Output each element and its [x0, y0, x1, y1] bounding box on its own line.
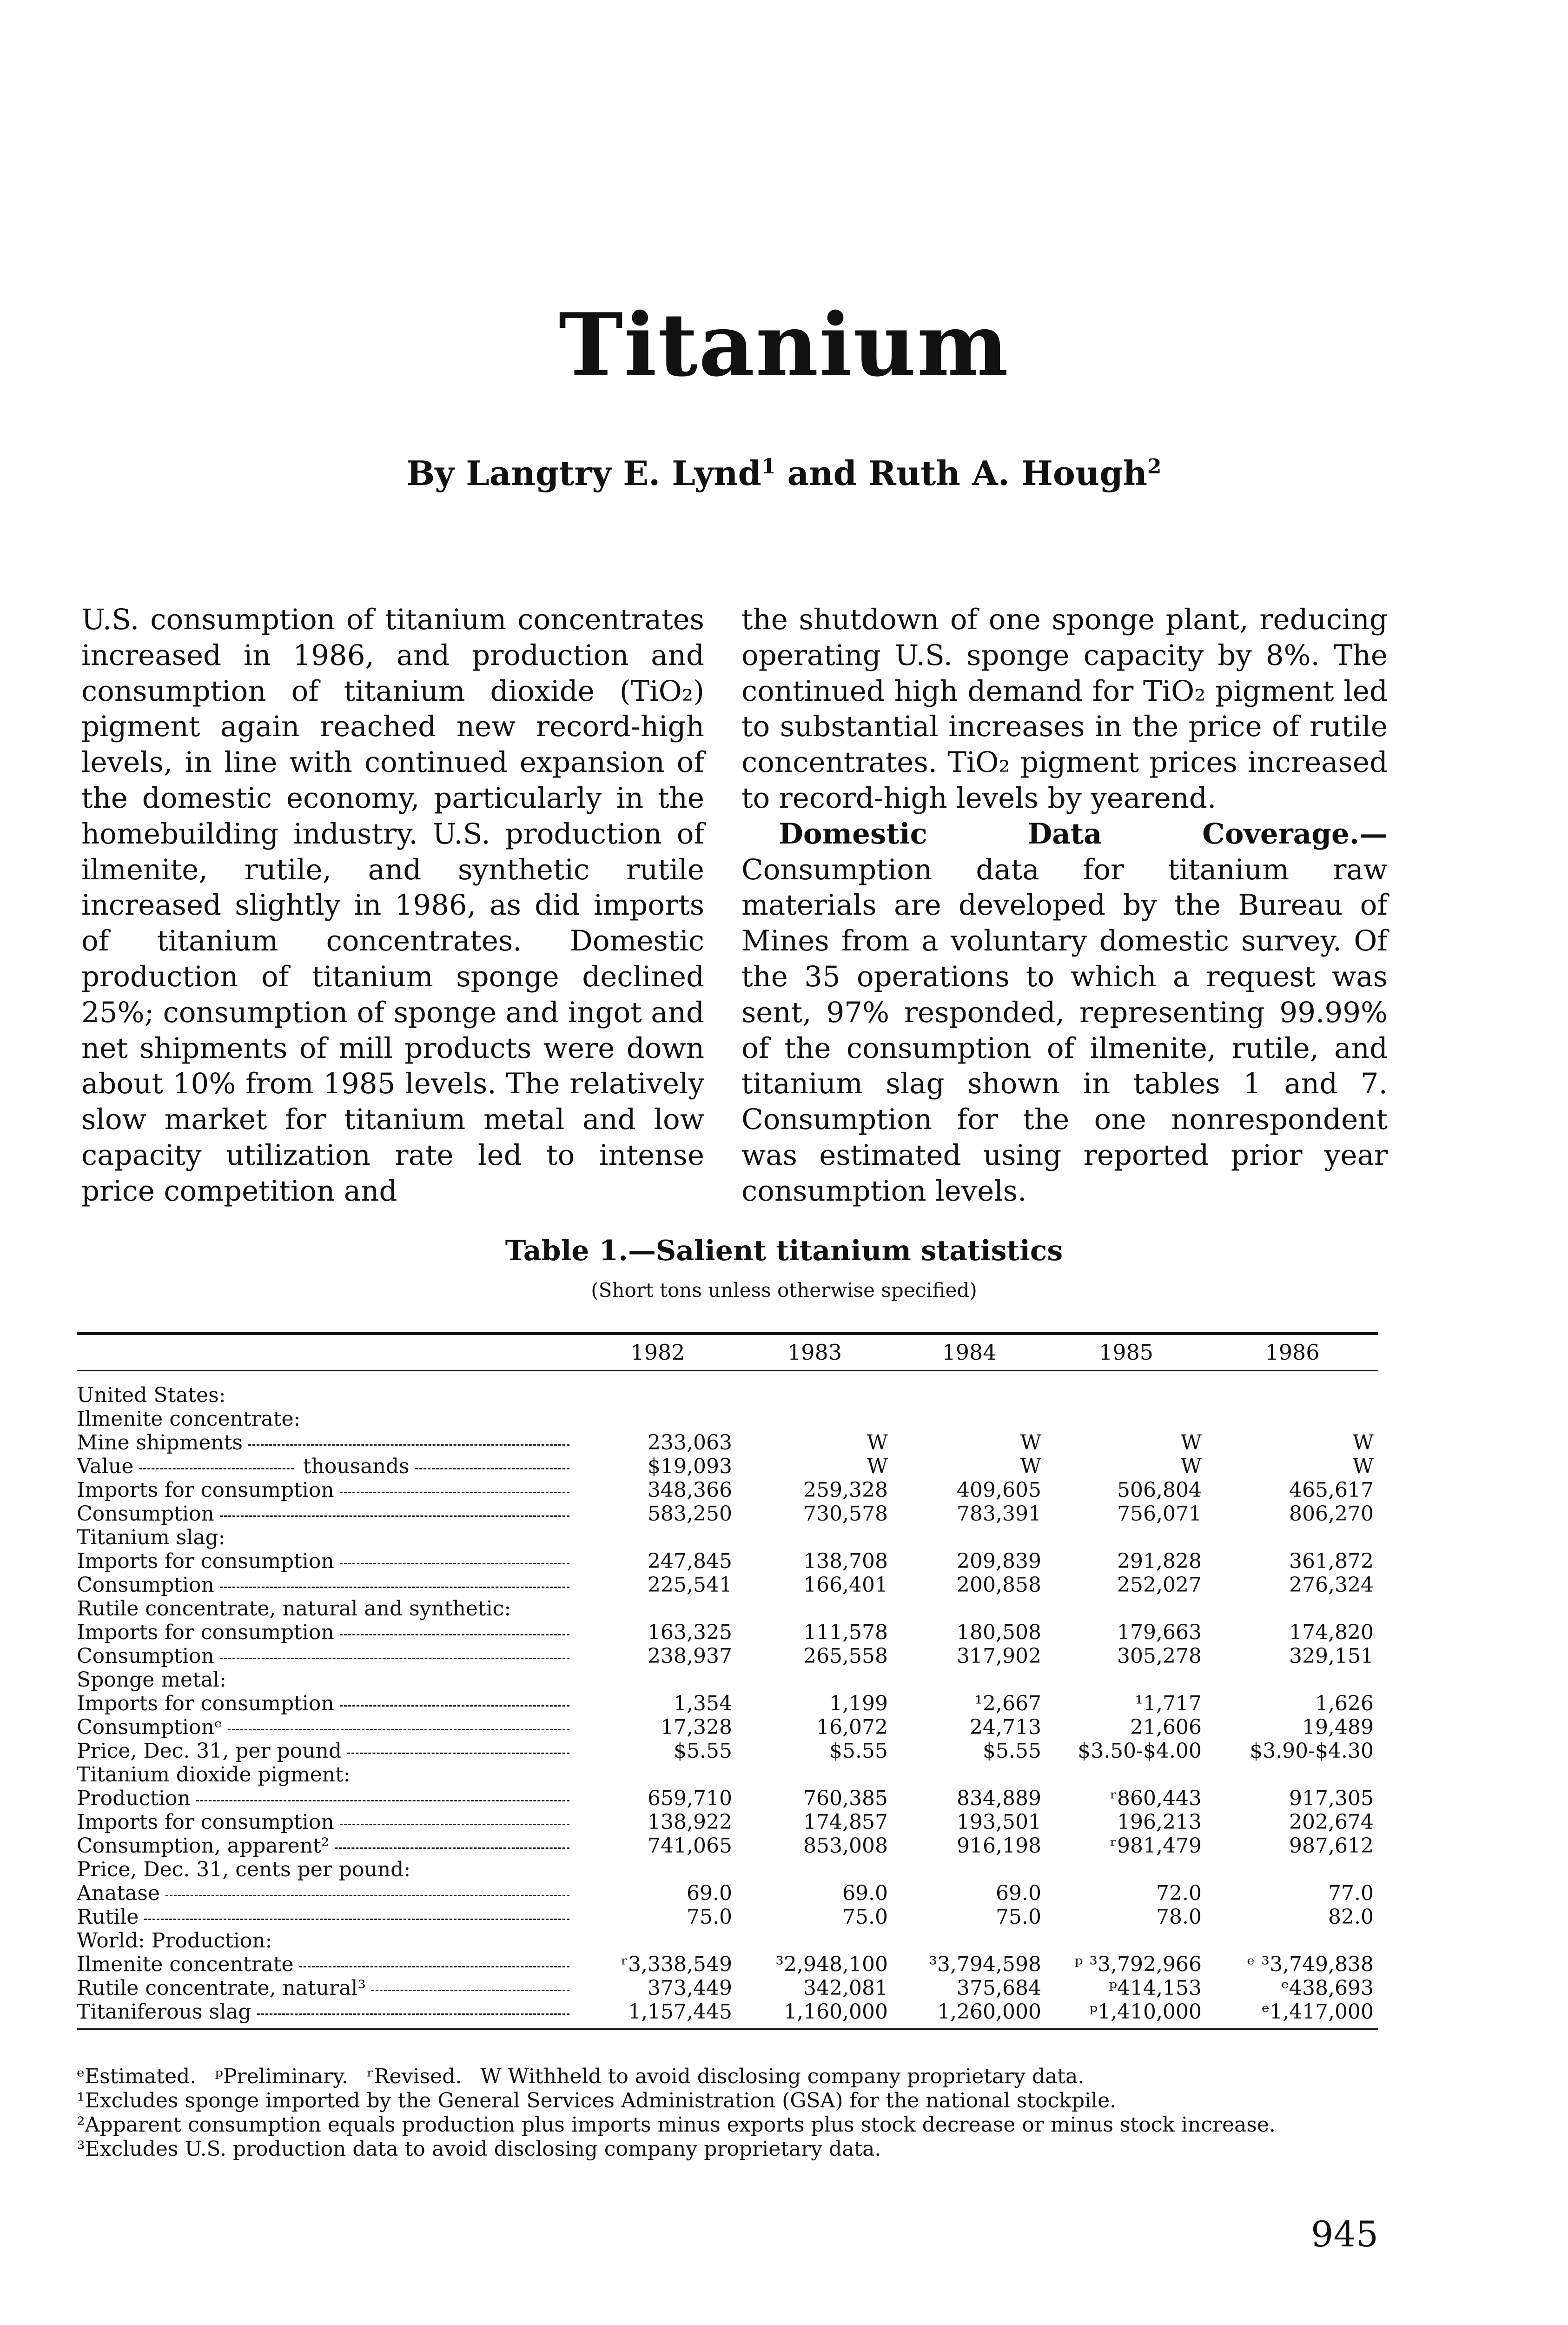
- table-cell: 82.0: [1328, 1905, 1374, 1929]
- table-row: [77, 1715, 1378, 1739]
- table-row: [77, 1526, 1378, 1549]
- row-label: [77, 1739, 579, 1763]
- table-cell: 348,366: [648, 1478, 732, 1502]
- table-row: [77, 1787, 1378, 1810]
- row-label: [77, 1502, 579, 1526]
- row-label: [77, 1692, 579, 1715]
- leader-dots: [220, 1658, 569, 1659]
- table-cell: 506,804: [1117, 1478, 1202, 1502]
- leader-dots: [248, 1444, 569, 1446]
- table-cell: 806,270: [1289, 1502, 1374, 1526]
- table-cell: [579, 1858, 737, 1881]
- table-cell: ³2,948,100: [775, 1953, 888, 1976]
- leader-dots: [340, 1634, 569, 1635]
- table-cell: 1,260,000: [893, 2000, 1046, 2029]
- row-label: [77, 1953, 579, 1976]
- table-cell: $5.55: [674, 1739, 732, 1763]
- table-cell: 166,401: [803, 1573, 888, 1597]
- row-label-text: Imports for consumption: [77, 1810, 334, 1834]
- table-cell: [1046, 1763, 1206, 1787]
- table-cell: ¹1,717: [1135, 1692, 1202, 1715]
- salient-statistics-table: [77, 1332, 1378, 2030]
- table-cell: [893, 1858, 1046, 1881]
- table-cell: [1206, 1371, 1378, 1408]
- table-row: [77, 1597, 1378, 1621]
- table-cell: [893, 1407, 1046, 1431]
- table-cell: ʳ860,443: [1110, 1787, 1202, 1810]
- table-cell: ᵉ ³3,749,838: [1247, 1953, 1374, 1976]
- table-cell: [893, 1929, 1046, 1953]
- table-cell: [893, 1763, 1046, 1787]
- footnote-mark-2: 2: [1147, 455, 1162, 478]
- table-cell: 247,845: [648, 1549, 732, 1573]
- row-label: World: Production:: [77, 1929, 272, 1953]
- footnote-3: ³Excludes U.S. production data to avoid disclosing company proprietary data.: [77, 2137, 881, 2161]
- table-cell: [1046, 1858, 1206, 1881]
- table-body: [77, 1371, 1378, 2030]
- table-cell: [893, 1668, 1046, 1692]
- table-cell: W: [867, 1455, 888, 1478]
- table-cell: [893, 1526, 1046, 1549]
- table-cell: [1206, 1407, 1378, 1431]
- header-year: 1986: [1206, 1334, 1378, 1371]
- table-cell: 1,199: [829, 1692, 888, 1715]
- table-cell: [737, 1407, 893, 1431]
- row-label: [77, 1905, 579, 1929]
- table-row: [77, 1929, 1378, 1953]
- table-row: [77, 1858, 1378, 1881]
- table-cell: 305,278: [1117, 1644, 1202, 1668]
- leader-dots: [299, 1966, 570, 1967]
- row-label-text: Value: [77, 1455, 134, 1478]
- table-cell: 72.0: [1156, 1881, 1202, 1905]
- row-label-text: Titaniferous slag: [77, 2000, 251, 2024]
- table-row: [77, 1431, 1378, 1455]
- row-label-text: Imports for consumption: [77, 1478, 334, 1502]
- table-cell: 238,937: [648, 1644, 732, 1668]
- row-label: [77, 1834, 579, 1858]
- byline-author-2: and Ruth A. Hough: [775, 453, 1147, 493]
- intro-paragraph-continued: the shutdown of one sponge plant, reducing operating U.S. sponge capacity by 8%. The continued high demand for TiO₂ pigment led to substantial increases in the price of rutile concentrates. TiO₂ pigment prices increased to record-high levels by yearend.: [741, 603, 1388, 815]
- table-row: [77, 1953, 1378, 1976]
- table-cell: [1206, 1597, 1378, 1621]
- data-coverage-heading: Domestic Data Coverage.—: [779, 817, 1388, 850]
- table-cell: 342,081: [803, 1976, 888, 2000]
- table-cell: 77.0: [1328, 1881, 1374, 1905]
- row-label-text: Imports for consumption: [77, 1549, 334, 1573]
- table-cell: [1206, 1858, 1378, 1881]
- row-label: [77, 2000, 579, 2029]
- table-row: [77, 1573, 1378, 1597]
- table-cell: ¹2,667: [974, 1692, 1041, 1715]
- table-cell: 276,324: [1289, 1573, 1374, 1597]
- table-cell: ³3,794,598: [929, 1953, 1041, 1976]
- table-row: [77, 1478, 1378, 1502]
- header-year: 1982: [579, 1334, 737, 1371]
- table-cell: 317,902: [957, 1644, 1041, 1668]
- row-label-text: Ilmenite concentrate: [77, 1953, 294, 1976]
- table-cell: 1,157,445: [579, 2000, 737, 2029]
- leader-dots: [415, 1468, 569, 1469]
- table-cell: [737, 1668, 893, 1692]
- header-year: 1985: [1046, 1334, 1206, 1371]
- footnote-1: ¹Excludes sponge imported by the General Services Administration (GSA) for the national stockpile.: [77, 2089, 1117, 2112]
- table-cell: [1206, 1763, 1378, 1787]
- footnote-mark-1: 1: [761, 455, 776, 478]
- abbreviation-key: [77, 2065, 1378, 2089]
- table-cell: 375,684: [957, 1976, 1041, 2000]
- row-label: [77, 1621, 579, 1644]
- table-cell: [1046, 1668, 1206, 1692]
- table-cell: 361,872: [1289, 1549, 1374, 1573]
- leader-dots: [196, 1800, 569, 1801]
- row-label-text: Imports for consumption: [77, 1692, 334, 1715]
- table-cell: W: [867, 1431, 888, 1455]
- table-cell: 200,858: [957, 1573, 1041, 1597]
- table-cell: W: [1180, 1431, 1202, 1455]
- table-cell: 19,489: [1302, 1715, 1374, 1739]
- row-label: Price, Dec. 31, cents per pound:: [77, 1858, 411, 1881]
- table-cell: 75.0: [842, 1905, 888, 1929]
- row-label-text: Consumption: [77, 1573, 214, 1597]
- table-cell: 252,027: [1117, 1573, 1202, 1597]
- leader-dots: [340, 1824, 569, 1825]
- table-cell: [579, 1929, 737, 1953]
- row-label: [77, 1549, 579, 1573]
- table-row: [77, 1621, 1378, 1644]
- table-cell: ᵉ438,693: [1281, 1976, 1374, 2000]
- table-cell: [893, 1371, 1046, 1408]
- table-cell: [1046, 1597, 1206, 1621]
- row-label: Rutile concentrate, natural and synthetic:: [77, 1597, 511, 1621]
- table-cell: W: [1020, 1431, 1041, 1455]
- table-cell: 180,508: [957, 1621, 1041, 1644]
- table-cell: 16,072: [816, 1715, 888, 1739]
- table-cell: 259,328: [803, 1478, 888, 1502]
- table-cell: [579, 1407, 737, 1431]
- table-row: [77, 1371, 1378, 1408]
- table-cell: 111,578: [803, 1621, 888, 1644]
- table-cell: 69.0: [996, 1881, 1041, 1905]
- table-cell: 756,071: [1117, 1502, 1202, 1526]
- abbrev-withheld: W Withheld to avoid disclosing company proprietary data.: [480, 2065, 1085, 2088]
- table-cell: 75.0: [996, 1905, 1041, 1929]
- table-row: [77, 1455, 1378, 1478]
- table-row: [77, 1668, 1378, 1692]
- row-unit: thousands: [303, 1455, 410, 1478]
- leader-dots: [165, 1895, 569, 1896]
- row-label: Ilmenite concentrate:: [77, 1407, 301, 1431]
- table-cell: [1046, 1526, 1206, 1549]
- table-cell: W: [1352, 1455, 1374, 1478]
- row-label-text: Mine shipments: [77, 1431, 243, 1455]
- table-cell: 202,674: [1289, 1810, 1374, 1834]
- table-cell: [737, 1929, 893, 1953]
- table-cell: [579, 1597, 737, 1621]
- table-cell: 21,606: [1130, 1715, 1202, 1739]
- abbrev-estimated: ᵉEstimated.: [77, 2065, 197, 2088]
- leader-dots: [340, 1492, 569, 1493]
- table-cell: [1206, 1526, 1378, 1549]
- table-cell: W: [1352, 1431, 1374, 1455]
- table-cell: [1206, 1668, 1378, 1692]
- table-cell: 1,626: [1315, 1692, 1374, 1715]
- header-year: 1983: [737, 1334, 893, 1371]
- row-label: [77, 1455, 579, 1478]
- table-cell: W: [1020, 1455, 1041, 1478]
- byline-author-1: By Langtry E. Lynd: [406, 453, 761, 493]
- table-cell: [737, 1526, 893, 1549]
- table-cell: 853,008: [803, 1834, 888, 1858]
- row-label-text: Price, Dec. 31, per pound: [77, 1739, 342, 1763]
- table-row: [77, 1502, 1378, 1526]
- table-row: [77, 1810, 1378, 1834]
- row-label-text: Anatase: [77, 1881, 160, 1905]
- table-cell: ᵖ ³3,792,966: [1074, 1953, 1202, 1976]
- table-row: [77, 1407, 1378, 1431]
- table-cell: 69.0: [687, 1881, 732, 1905]
- row-label: [77, 1881, 579, 1905]
- table-row: [77, 1549, 1378, 1573]
- row-label-text: Rutile concentrate, natural³: [77, 1976, 366, 2000]
- row-label-text: Imports for consumption: [77, 1621, 334, 1644]
- table-cell: 179,663: [1117, 1621, 1202, 1644]
- row-label-text: Consumptionᵉ: [77, 1715, 222, 1739]
- row-label: United States:: [77, 1383, 226, 1407]
- row-label: [77, 1644, 579, 1668]
- footnote-2: ²Apparent consumption equals production plus imports minus exports plus stock decrease or minus stock increase.: [77, 2113, 1276, 2137]
- table-subtitle: (Short tons unless otherwise specified): [591, 1279, 977, 1302]
- table-cell: [737, 1597, 893, 1621]
- table-cell: 373,449: [648, 1976, 732, 2000]
- table-cell: 138,708: [803, 1549, 888, 1573]
- table-cell: [1046, 1929, 1206, 1953]
- footnotes: [77, 2065, 1378, 2161]
- table-header-row: [77, 1334, 1378, 1371]
- table-row: [77, 1644, 1378, 1668]
- table-cell: [737, 1371, 893, 1408]
- table-cell: 409,605: [957, 1478, 1041, 1502]
- table-cell: [579, 1526, 737, 1549]
- table-cell: 265,558: [803, 1644, 888, 1668]
- leader-dots: [228, 1729, 569, 1730]
- table-row: [77, 1692, 1378, 1715]
- table-cell: [737, 1763, 893, 1787]
- table-row: [77, 1881, 1378, 1905]
- table-cell: [1046, 1371, 1206, 1408]
- row-label: [77, 1478, 579, 1502]
- text-column-left: [81, 602, 704, 1209]
- table-cell: 834,889: [957, 1787, 1041, 1810]
- table-cell: 1,160,000: [737, 2000, 893, 2029]
- table-cell: ʳ3,338,549: [621, 1953, 732, 1976]
- row-label-text: Consumption: [77, 1502, 214, 1526]
- table-cell: $19,093: [648, 1455, 732, 1478]
- table-title: Table 1.—Salient titanium statistics: [505, 1235, 1063, 1267]
- table-cell: 193,501: [957, 1810, 1041, 1834]
- table-cell: 465,617: [1289, 1478, 1374, 1502]
- row-label: Sponge metal:: [77, 1668, 226, 1692]
- leader-dots: [220, 1587, 569, 1588]
- table-cell: [1046, 1407, 1206, 1431]
- table-row: [77, 2000, 1378, 2029]
- row-label-text: Consumption: [77, 1644, 214, 1668]
- table-cell: 24,713: [970, 1715, 1041, 1739]
- table-cell: 783,391: [957, 1502, 1041, 1526]
- table-cell: 138,922: [648, 1810, 732, 1834]
- table-row: [77, 1763, 1378, 1787]
- table-cell: 17,328: [661, 1715, 732, 1739]
- table-cell: 583,250: [648, 1502, 732, 1526]
- table-cell: [579, 1371, 737, 1408]
- table-cell: [737, 1858, 893, 1881]
- table-cell: W: [1180, 1455, 1202, 1478]
- leader-dots: [340, 1563, 569, 1564]
- data-coverage-text: Consumption data for titanium raw materials are developed by the Bureau of Mines from a voluntary domestic survey. Of the 35 operations to which a request was sent, 97% responded, representing 99.99% of the consumption of ilmenite, rutile, and titanium slag shown in tables 1 and 7. Consumption for the one nonrespondent was estimated using reported prior year consumption levels.: [741, 853, 1388, 1208]
- header-year: 1984: [893, 1334, 1046, 1371]
- row-label: Titanium dioxide pigment:: [77, 1763, 351, 1787]
- table-cell: 917,305: [1289, 1787, 1374, 1810]
- table-cell: 730,578: [803, 1502, 888, 1526]
- table-cell: 174,820: [1289, 1621, 1374, 1644]
- leader-dots: [257, 2013, 569, 2015]
- table-cell: [893, 1597, 1046, 1621]
- leader-dots: [335, 1847, 569, 1849]
- table-cell: 225,541: [648, 1573, 732, 1597]
- table-cell: 659,710: [648, 1787, 732, 1810]
- row-label: [77, 1787, 579, 1810]
- table-cell: [1206, 1929, 1378, 1953]
- table-cell: ᵖ414,153: [1109, 1976, 1202, 2000]
- table-cell: 987,612: [1289, 1834, 1374, 1858]
- leader-dots: [144, 1919, 569, 1920]
- table-row: [77, 1976, 1378, 2000]
- leader-dots: [220, 1515, 569, 1517]
- table-cell: $3.90-$4.30: [1250, 1739, 1374, 1763]
- row-label: Titanium slag:: [77, 1526, 225, 1549]
- row-label: [77, 1976, 579, 2000]
- table-cell: 196,213: [1117, 1810, 1202, 1834]
- table-cell: 69.0: [842, 1881, 888, 1905]
- byline: [0, 453, 1568, 493]
- table-cell: $3.50-$4.00: [1078, 1739, 1202, 1763]
- table-cell: [579, 1668, 737, 1692]
- table-cell: 329,151: [1289, 1644, 1374, 1668]
- table-cell: ʳ981,479: [1110, 1834, 1202, 1858]
- table-cell: 75.0: [687, 1905, 732, 1929]
- table-row: [77, 1739, 1378, 1763]
- table-row: [77, 1905, 1378, 1929]
- table-cell: 174,857: [803, 1810, 888, 1834]
- row-label: [77, 1715, 579, 1739]
- row-label: [77, 1810, 579, 1834]
- page-title: Titanium: [558, 294, 1010, 396]
- row-label-text: Production: [77, 1787, 191, 1810]
- text-column-right: [741, 602, 1388, 1209]
- data-coverage-paragraph: [741, 817, 1388, 1209]
- row-label-text: Consumption, apparent²: [77, 1834, 330, 1858]
- table-cell: 291,828: [1117, 1549, 1202, 1573]
- leader-dots: [371, 1990, 569, 1991]
- page-number: 945: [1311, 2213, 1379, 2255]
- abbrev-revised: ʳRevised.: [367, 2065, 462, 2088]
- table-cell: ᵖ1,410,000: [1046, 2000, 1206, 2029]
- leader-dots: [347, 1753, 569, 1754]
- table-cell: 209,839: [957, 1549, 1041, 1573]
- table-cell: 760,385: [803, 1787, 888, 1810]
- table-cell: 233,063: [648, 1431, 732, 1455]
- table-cell: [579, 1763, 737, 1787]
- table-cell: 916,198: [957, 1834, 1041, 1858]
- leader-dots: [340, 1705, 569, 1707]
- table-row: [77, 1834, 1378, 1858]
- table-cell: 1,354: [674, 1692, 732, 1715]
- table-cell: 163,325: [648, 1621, 732, 1644]
- table-cell: ᵉ1,417,000: [1206, 2000, 1378, 2029]
- table-cell: 78.0: [1156, 1905, 1202, 1929]
- row-label: [77, 1573, 579, 1597]
- abbrev-preliminary: ᵖPreliminary.: [215, 2065, 349, 2088]
- table-cell: $5.55: [829, 1739, 888, 1763]
- row-label-text: Rutile: [77, 1905, 139, 1929]
- table-cell: 741,065: [648, 1834, 732, 1858]
- intro-paragraph: U.S. consumption of titanium concentrates increased in 1986, and production and consumption of titanium dioxide (TiO₂) pigment again reached new record-high levels, in line with continued expansion of the domestic economy, particularly in the homebuilding industry. U.S. production of ilmenite, rutile, and synthetic rutile increased slightly in 1986, as did imports of titanium concentrates. Domestic production of titanium sponge declined 25%; consumption of sponge and ingot and net shipments of mill products were down about 10% from 1985 levels. The relatively slow market for titanium metal and low capacity utilization rate led to intense price competition and: [81, 603, 704, 1208]
- header-label-cell: [77, 1334, 579, 1371]
- row-label: [77, 1431, 579, 1455]
- table-cell: $5.55: [983, 1739, 1041, 1763]
